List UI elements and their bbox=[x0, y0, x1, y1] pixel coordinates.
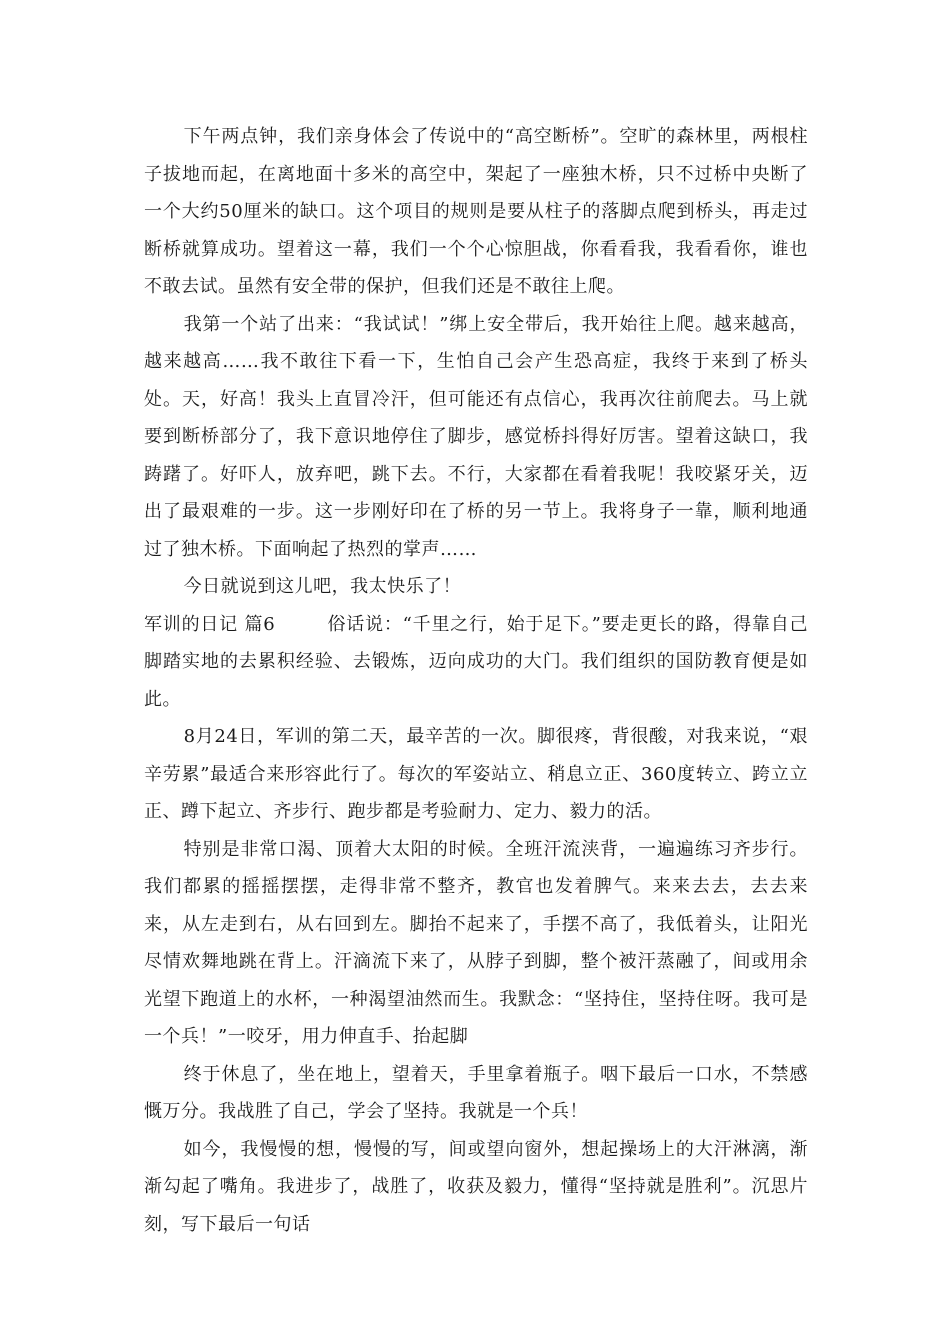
section-title: 军训的日记 篇6 bbox=[144, 613, 276, 635]
paragraph-thirsty-sun: 特别是非常口渴、顶着大太阳的时候。全班汗流浃背，一遍遍练习齐步行。我们都累的摇摇摆摆，走得非常不整齐，教官也发着脾气。来来去去，去去来来，从左走到右，从右回到左。脚抬不起来了，手摆不高了，我低着头，让阳光尽情欢舞地跳在背上。汗滴流下来了，从脖子到脚，整个被汗蒸融了，间或用余光望下跑道上的水杯，一种渴望油然而生。我默念：“坚持住，坚持住呀。我可是一个兵！”一咬牙，用力伸直手、抬起脚 bbox=[144, 838, 808, 1047]
paragraph-second-day: 8月24日，军训的第二天，最辛苦的一次。脚很疼，背很酸，对我来说，“艰辛劳累”最适合来形容此行了。每次的军姿站立、稍息立正、360度转立、跨立立正、蹲下起立、齐步行、跑步都是考验耐力、定力、毅力的活。 bbox=[144, 726, 808, 822]
paragraph-happy-ending: 今日就说到这儿吧，我太快乐了！ bbox=[183, 576, 462, 597]
paragraph-first-to-climb: 我第一个站了出来：“我试试！”绑上安全带后，我开始往上爬。越来越高，越来越高……我不敢往下看一下，生怕自己会产生恐高症，我终于来到了桥头处。天，好高！我头上直冒冷汗，但可能还有点信心，我再次往前爬去。马上就要到断桥部分了，我下意识地停住了脚步，感觉桥抖得好厉害。望着这缺口，我踌躇了。好吓人，放弃吧，跳下去。不行，大家都在看着我呢！我咬紧牙关，迈出了最艰难的一步。这一步刚好印在了桥的另一节上。我将身子一靠，顺利地通过了独木桥。下面响起了热烈的掌声…… bbox=[144, 313, 808, 560]
paragraph-high-bridge: 下午两点钟，我们亲身体会了传说中的“高空断桥”。空旷的森林里，两根柱子拔地而起，在离地面十多米的高空中，架起了一座独木桥，只不过桥中央断了一个大约50厘米的缺口。这个项目的规则是要从柱子的落脚点爬到桥头，再走过断桥就算成功。望着这一幕，我们一个个心惊胆战，你看看我，我看看你，谁也不敢去试。虽然有安全带的保护，但我们还是不敢往上爬。 bbox=[144, 126, 808, 297]
document-body bbox=[144, 118, 808, 1243]
paragraph-rest: 终于休息了，坐在地上，望着天，手里拿着瓶子。咽下最后一口水，不禁感慨万分。我战胜了自己，学会了坚持。我就是一个兵！ bbox=[144, 1063, 808, 1122]
section-opening bbox=[144, 606, 808, 719]
paragraph-now: 如今，我慢慢的想，慢慢的写，间或望向窗外，想起操场上的大汗淋漓，渐渐勾起了嘴角。我进步了，战胜了，收获及毅力，懂得“坚持就是胜利”。沉思片刻，写下最后一句话 bbox=[144, 1138, 808, 1235]
section-first-text: 俗话说：“千里之行，始于足下。”要走更长的路，得靠自己脚踏实地的去累积经验、去锻炼，迈向成功的大门。我们组织的国防教育便是如此。 bbox=[144, 613, 808, 710]
